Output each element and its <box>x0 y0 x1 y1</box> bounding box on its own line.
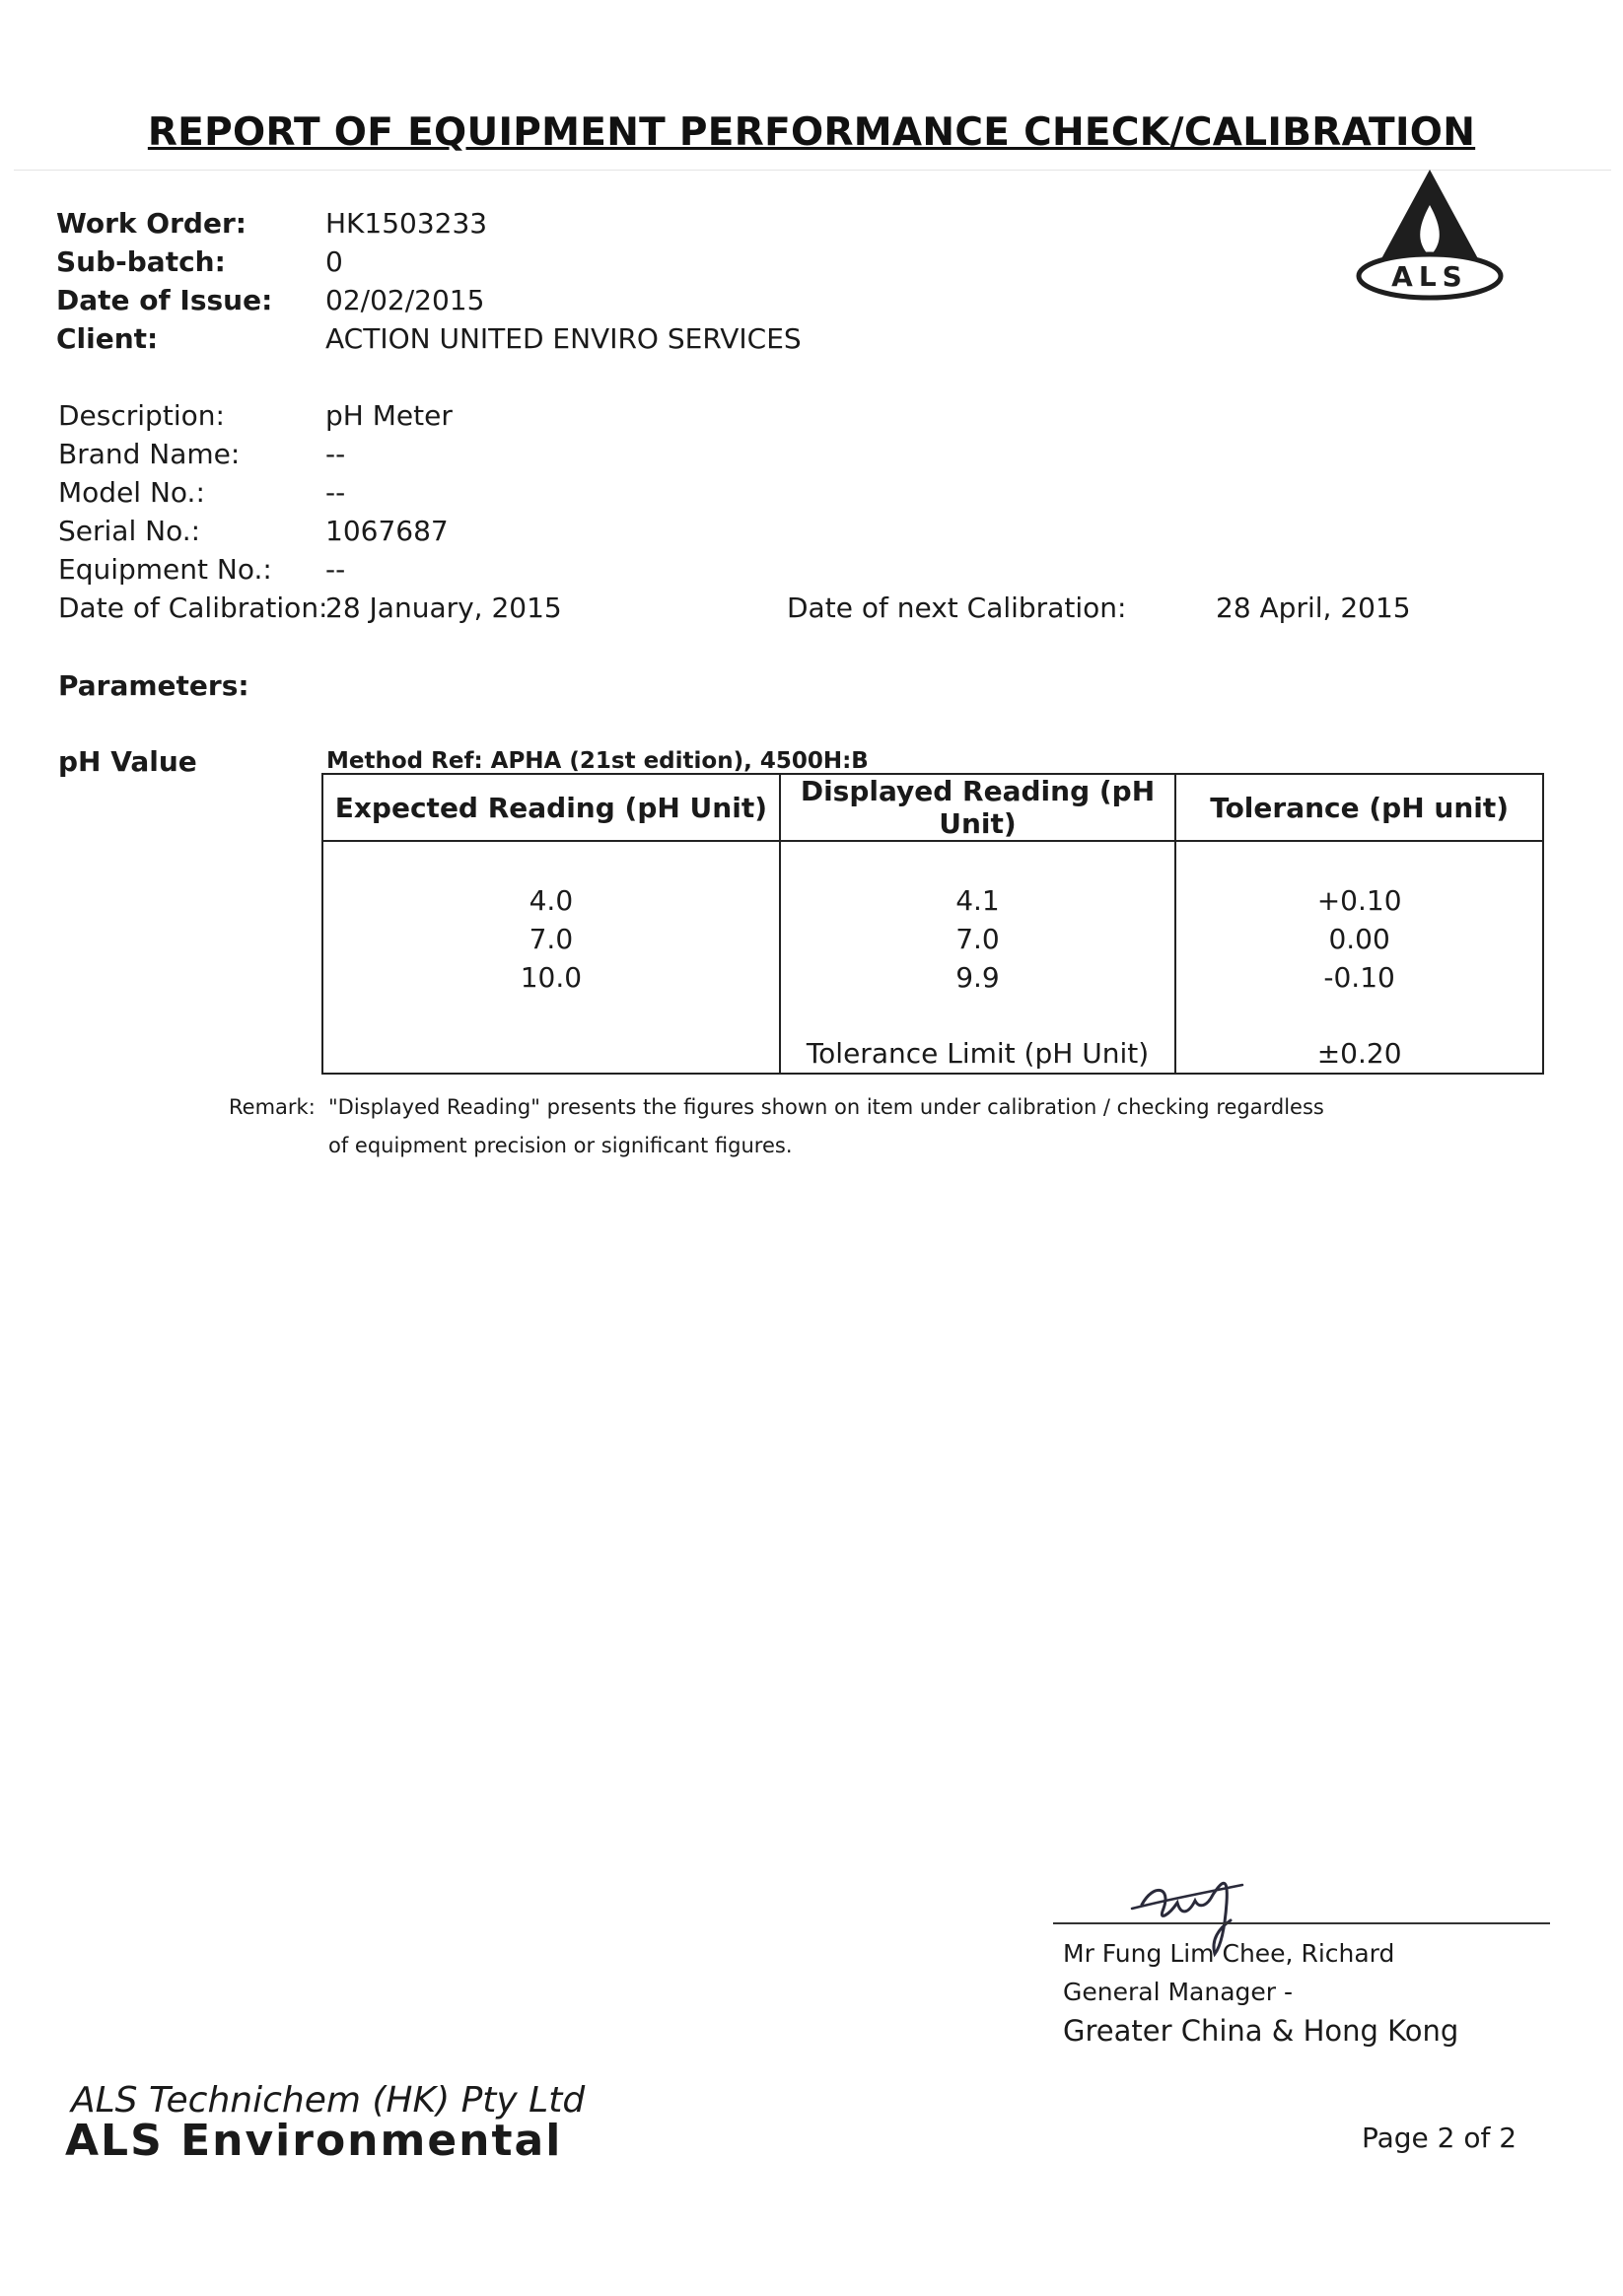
serial-no-label: Serial No.: <box>58 515 201 547</box>
header-tolerance: Tolerance (pH unit) <box>1175 774 1543 841</box>
signatory-region: Greater China & Hong Kong <box>1063 2014 1459 2048</box>
footer-company-name: ALS Technichem (HK) Pty Ltd <box>71 2080 586 2121</box>
sub-batch-value: 0 <box>325 245 343 278</box>
tolerance-cell: +0.10 <box>1175 881 1543 920</box>
description-value: pH Meter <box>325 399 453 432</box>
displayed-reading-cell: 4.1 <box>780 881 1175 920</box>
method-reference: Method Ref: APHA (21st edition), 4500H:B <box>326 748 869 774</box>
table-spacer-row <box>322 997 1543 1034</box>
displayed-reading-cell: 7.0 <box>780 920 1175 958</box>
header-displayed-reading: Displayed Reading (pH Unit) <box>780 774 1175 841</box>
tolerance-limit-value: ±0.20 <box>1175 1034 1543 1074</box>
model-no-value: -- <box>325 476 346 509</box>
table-row <box>322 958 1543 997</box>
date-of-issue-value: 02/02/2015 <box>325 284 485 316</box>
footer-brand-logo: ALS Environmental <box>65 2116 563 2166</box>
calibration-date-value: 28 January, 2015 <box>325 591 562 624</box>
signatory-title: General Manager - <box>1063 1978 1294 2006</box>
tolerance-cell: -0.10 <box>1175 958 1543 997</box>
table-header-row <box>322 774 1543 841</box>
work-order-value: HK1503233 <box>325 207 488 240</box>
equipment-no-label: Equipment No.: <box>58 553 272 586</box>
brand-name-label: Brand Name: <box>58 438 241 470</box>
signatory-name: Mr Fung Lim Chee, Richard <box>1063 1939 1395 1968</box>
calibration-table <box>321 773 1544 1075</box>
tolerance-limit-row <box>322 1034 1543 1074</box>
next-calibration-value: 28 April, 2015 <box>1216 591 1411 624</box>
report-title: REPORT OF EQUIPMENT PERFORMANCE CHECK/CALIBRATION <box>147 110 1476 155</box>
page-number: Page 2 of 2 <box>1362 2122 1517 2154</box>
next-calibration-label: Date of next Calibration: <box>787 591 1127 624</box>
expected-reading-cell: 10.0 <box>322 958 780 997</box>
model-no-label: Model No.: <box>58 476 205 509</box>
serial-no-value: 1067687 <box>325 515 449 547</box>
brand-name-value: -- <box>325 438 346 470</box>
logo-text: ALS <box>1391 260 1468 293</box>
table-spacer-row <box>322 841 1543 881</box>
date-of-issue-label: Date of Issue: <box>56 284 273 316</box>
work-order-label: Work Order: <box>56 207 247 240</box>
calibration-date-label: Date of Calibration: <box>58 591 328 624</box>
signature-line <box>1053 1922 1550 1924</box>
client-value: ACTION UNITED ENVIRO SERVICES <box>325 322 802 355</box>
sub-batch-label: Sub-batch: <box>56 245 226 278</box>
table-row <box>322 920 1543 958</box>
client-label: Client: <box>56 322 159 355</box>
table-row <box>322 881 1543 920</box>
tolerance-cell: 0.00 <box>1175 920 1543 958</box>
description-label: Description: <box>58 399 225 432</box>
displayed-reading-cell: 9.9 <box>780 958 1175 997</box>
expected-reading-cell: 4.0 <box>322 881 780 920</box>
remark-label: Remark: <box>229 1095 316 1119</box>
tolerance-limit-label: Tolerance Limit (pH Unit) <box>780 1034 1175 1074</box>
als-logo <box>1353 166 1507 304</box>
equipment-no-value: -- <box>325 553 346 586</box>
remark-line-1: "Displayed Reading" presents the figures shown on item under calibration / checking regardless <box>328 1095 1324 1119</box>
header-expected-reading: Expected Reading (pH Unit) <box>322 774 780 841</box>
expected-reading-cell: 7.0 <box>322 920 780 958</box>
parameters-heading: Parameters: <box>58 669 249 702</box>
remark-line-2: of equipment precision or significant figures. <box>328 1134 793 1157</box>
parameter-name: pH Value <box>58 745 197 778</box>
